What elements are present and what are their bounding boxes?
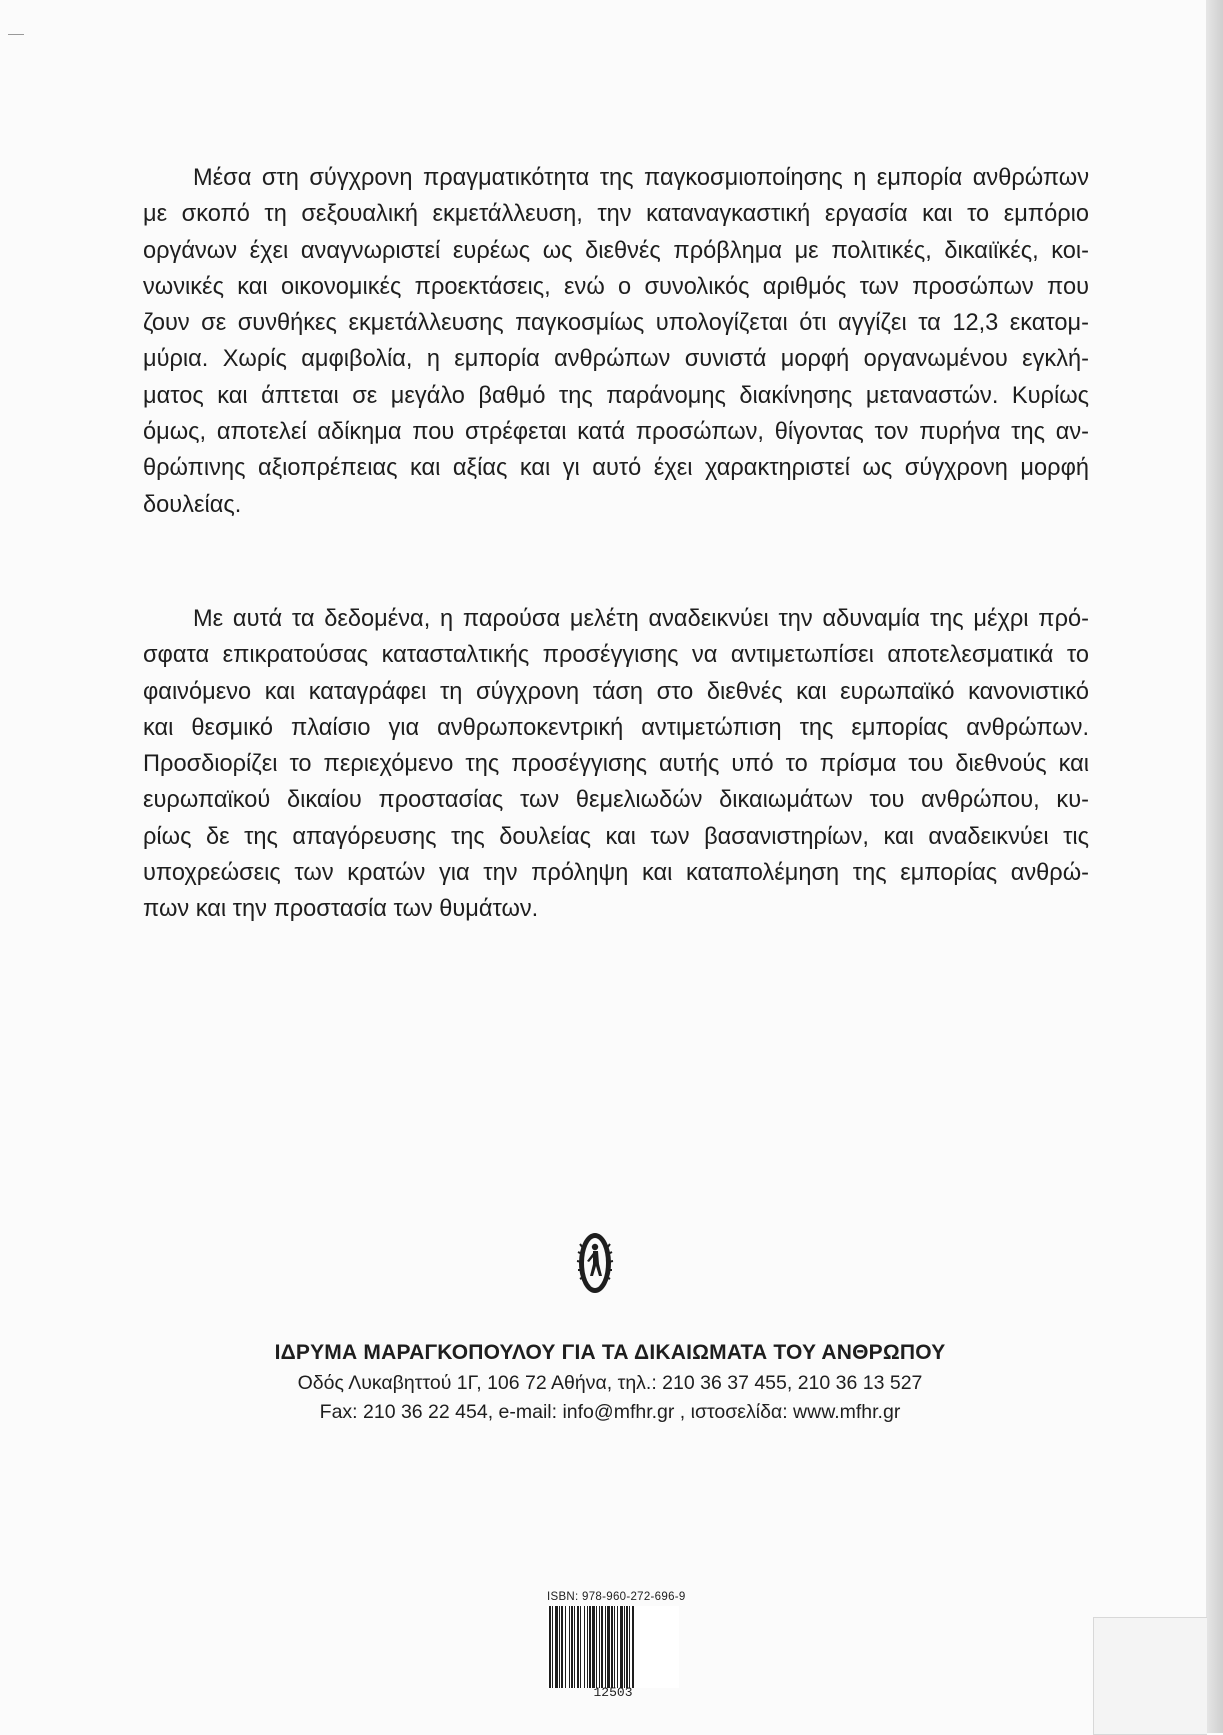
corner-mark xyxy=(8,34,24,35)
blurb-line: ζουν σε συνθήκες εκμετάλλευσης παγκοσμίως υπολογίζεται ότι αγγίζει τα 12,3 εκατομ- xyxy=(143,310,1089,337)
blurb-line: πων και την προστασία των θυμάτων. xyxy=(143,896,539,923)
publisher-logo-icon xyxy=(574,1230,616,1296)
blurb-paragraph-2 xyxy=(143,601,1089,928)
publisher-contact: Fax: 210 36 22 454, e-mail: info@mfhr.gr , ιστοσελίδα: www.mfhr.gr xyxy=(319,1401,901,1423)
blurb-line: Μέσα στη σύγχρονη πραγματικότητα της παγκοσμιοποίησης η εμπορία ανθρώπων xyxy=(193,165,1089,191)
blurb-line: όμως, αποτελεί αδίκημα που στρέφεται κατά προσώπων, θίγοντας τον πυρήνα της αν- xyxy=(143,419,1089,446)
blurb-line: μύρια. Χωρίς αμφιβολία, η εμπορία ανθρώπων συνιστά μορφή οργανωμένου εγκλή- xyxy=(143,346,1089,373)
page-edge xyxy=(1206,0,1223,1733)
blurb-line: με σκοπό τη σεξουαλική εκμετάλλευση, την καταναγκαστική εργασία και το εμπόριο xyxy=(143,201,1089,228)
publisher-address: Οδός Λυκαβηττού 1Γ, 106 72 Αθήνα, τηλ.: 210 36 37 455, 210 36 13 527 xyxy=(297,1372,923,1394)
blurb-line: φαινόμενο και καταγράφει τη σύγχρονη τάση στο διεθνές και ευρωπαϊκό κανονιστικό xyxy=(143,678,1089,705)
blurb-line: οργάνων έχει αναγνωριστεί ευρέως ως διεθνές πρόβλημα με πολιτικές, δικαιϊκές, κοι- xyxy=(143,237,1089,264)
barcode-icon xyxy=(547,1606,679,1688)
isbn-block xyxy=(547,1591,686,1700)
blurb-line: υποχρεώσεις των κρατών για την πρόληψη και καταπολέμηση της εμπορίας ανθρώ- xyxy=(143,860,1089,887)
blurb-line: ματος και άπτεται σε μεγάλο βαθμό της παράνομης διακίνησης μεταναστών. Κυρίως xyxy=(143,382,1089,409)
blurb-line: σφατα επικρατούσας κατασταλτικής προσέγγισης να αντιμετωπίσει αποτελεσματικά το xyxy=(143,642,1089,669)
blurb-line: δουλείας. xyxy=(143,491,242,518)
blurb-paragraph-1 xyxy=(143,160,1089,523)
blurb-line: Με αυτά τα δεδομένα, η παρούσα μελέτη αναδεικνύει την αδυναμία της μέχρι πρό- xyxy=(193,606,1089,632)
blurb-line: ρίως δε της απαγόρευσης της δουλείας και των βασανιστηρίων, και αναδεικνύει τις xyxy=(143,823,1089,850)
publisher-name: ΙΔΡΥΜΑ ΜΑΡΑΓΚΟΠΟΥΛΟΥ ΓΙΑ ΤΑ ΔΙΚΑΙΩΜΑΤΑ ΤΟΥ ΑΝΘΡΩΠΟΥ xyxy=(274,1341,946,1364)
blurb-line: νωνικές και οικονομικές προεκτάσεις, ενώ ο συνολικός αριθμός των προσώπων που xyxy=(143,273,1089,300)
blurb-line: θρώπινης αξιοπρέπειας και αξίας και γι αυτό έχει χαρακτηριστεί ως σύγχρονη μορφή xyxy=(143,455,1089,482)
library-sticker xyxy=(1093,1617,1207,1735)
blurb-line: Προσδιορίζει το περιεχόμενο της προσέγγισης αυτής υπό το πρίσμα του διεθνούς και xyxy=(143,751,1089,778)
blurb-line: και θεσμικό πλαίσιο για ανθρωποκεντρική αντιμετώπιση της εμπορίας ανθρώπων. xyxy=(143,714,1089,741)
blurb-line: ευρωπαϊκού δικαίου προστασίας των θεμελιωδών δικαιωμάτων του ανθρώπου, κυ- xyxy=(143,787,1089,814)
barcode-number: 12503 xyxy=(593,1685,633,1700)
isbn-label: ISBN: 978-960-272-696-9 xyxy=(547,1591,686,1603)
